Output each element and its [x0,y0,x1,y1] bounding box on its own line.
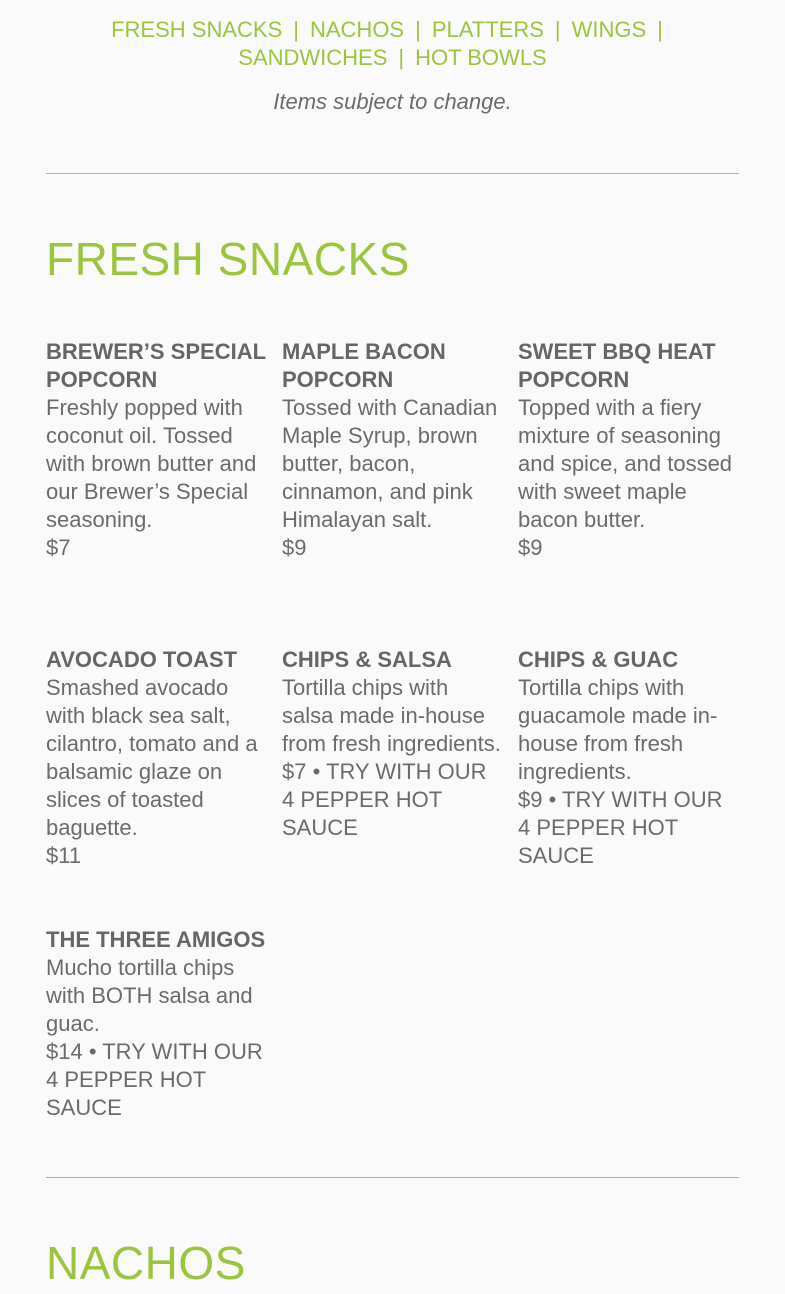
menu-item-description: Tortilla chips with salsa made in-house from fresh ingredients. [282,675,501,756]
menu-item-description: Tortilla chips with guacamole made in-house from fresh ingredients. [518,675,718,784]
nav-separator: | [398,45,405,70]
menu-item-description: Smashed avocado with black sea salt, cilantro, tomato and a balsamic glaze on slices of toasted baguette. [46,675,258,840]
menu-item-name: AVOCADO TOAST [46,647,238,672]
nav-link-wings[interactable]: WINGS [571,17,647,42]
menu-item [282,338,504,562]
nav-separator: | [657,17,663,42]
menu-item-price: $11 [46,843,82,868]
menu-item-price: $7 [46,535,71,560]
menu-item-name: SWEET BBQ HEAT POPCORN [518,339,716,392]
category-nav-row-2 [46,44,739,72]
category-nav-row-1 [46,16,739,44]
nav-separator: | [554,17,561,42]
section-title-fresh-snacks: FRESH SNACKS [46,233,410,285]
menu-item-description: Tossed with Canadian Maple Syrup, brown butter, bacon, cinnamon, and pink Himalayan salt. [282,395,498,532]
menu-item-description: Freshly popped with coconut oil. Tossed with brown butter and our Brewer’s Special seasoning. [46,395,257,532]
nav-separator: | [415,17,421,42]
section-divider [46,1177,739,1178]
nav-link-sandwiches[interactable]: SANDWICHES [238,45,388,70]
menu-item-name: MAPLE BACON POPCORN [282,339,446,392]
menu-item [518,338,740,562]
menu-item-price: $9 [282,535,307,560]
notice-text: Items subject to change. [273,89,512,114]
menu-item-price: $14 • TRY WITH OUR 4 PEPPER HOT SAUCE [46,1039,263,1120]
nav-link-platters[interactable]: PLATTERS [431,17,544,42]
menu-item [518,646,740,870]
menu-item-name: CHIPS & SALSA [282,647,452,672]
menu-item-price: $9 • TRY WITH OUR 4 PEPPER HOT SAUCE [518,787,723,868]
menu-item-name: BREWER’S SPECIAL POPCORN [46,339,266,392]
menu-item-price: $9 [518,535,543,560]
menu-item-description: Mucho tortilla chips with BOTH salsa and guac. [46,955,253,1036]
section-divider [46,173,739,174]
nav-link-hot-bowls[interactable]: HOT BOWLS [415,45,547,70]
menu-item [46,926,268,1122]
menu-item [282,646,504,842]
nav-separator: | [293,17,299,42]
menu-item [46,646,268,870]
menu-item-price: $7 • TRY WITH OUR 4 PEPPER HOT SAUCE [282,759,487,840]
menu-item [46,338,268,562]
menu-item-name: THE THREE AMIGOS [46,927,266,952]
section-title-nachos: NACHOS [46,1237,246,1289]
category-nav [46,16,739,72]
menu-item-description: Topped with a fiery mixture of seasoning and spice, and tossed with sweet maple bacon butter. [518,395,733,532]
nav-link-fresh-snacks[interactable]: FRESH SNACKS [111,17,283,42]
menu-item-name: CHIPS & GUAC [518,647,679,672]
nav-link-nachos[interactable]: NACHOS [309,17,405,42]
